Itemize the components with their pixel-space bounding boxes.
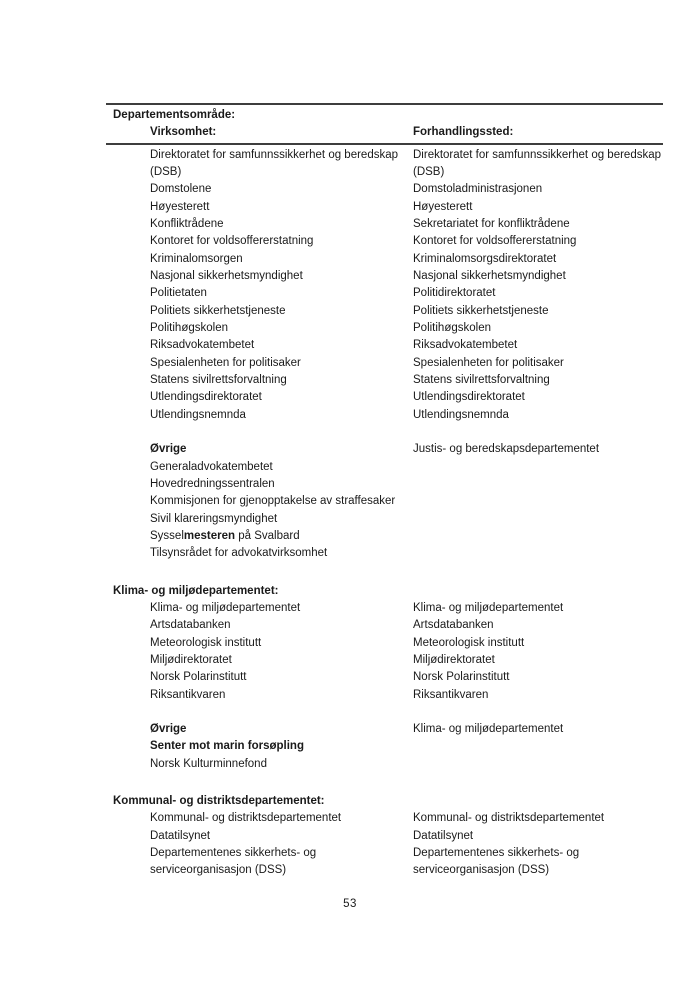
forhandlingssted-cell: Spesialenheten for politisaker [413,356,564,369]
virksomhet-cell: Konfliktrådene [150,217,224,230]
forhandlingssted-cell [413,545,663,562]
virksomhet-cell: Utlendingsdirektoratet [150,391,262,404]
area-label: Departementsområde: [113,109,236,121]
virksomhet-cell: Domstolene [150,183,212,196]
forhandlingssted-cell: Høyesterett [413,200,473,213]
virksomhet-cell: Statens sivilrettsforvaltning [150,373,287,386]
table-header [106,103,663,145]
virksomhet-cell: Politiets sikkerhetstjeneste [150,304,286,317]
forhandlingssted-cell: Politihøgskolen [413,321,491,334]
table-row [106,199,663,216]
forhandlingssted-cell: Sekretariatet for konfliktrådene [413,217,570,230]
table-row [106,862,663,879]
table-row [106,476,663,493]
forhandlingssted-cell: serviceorganisasjon (DSS) [413,864,550,877]
table-row [106,738,663,755]
table-row [106,545,663,562]
virksomhet-cell: Tilsynsrådet for advokatvirksomhet [150,547,328,560]
row-block [106,810,663,879]
forhandlingssted-cell: Klima- og miljødepartementet [413,601,564,614]
virksomhet-cell: Utlendingsnemnda [150,408,246,421]
column-header-virksomhet: Virksomhet: [150,126,217,139]
forhandlingssted-cell: Departementenes sikkerhets- og [413,847,580,860]
forhandlingssted-cell [413,459,663,476]
forhandlingssted-cell [413,528,663,545]
forhandlingssted-cell: Statens sivilrettsforvaltning [413,373,550,386]
table-row [106,389,663,406]
virksomhet-cell: Sivil klareringsmyndighet [150,512,278,525]
text-fragment: Syssel [150,529,184,542]
virksomhet-cell: Politietaten [150,287,207,300]
table-row [106,493,663,510]
table-row [106,756,663,773]
table-row [106,528,663,545]
forhandlingssted-cell: Norsk Polarinstitutt [413,671,510,684]
virksomhet-cell: (DSB) [150,165,182,178]
table-row [106,355,663,372]
text-fragment: på Svalbard [235,529,300,542]
department-section [106,583,663,774]
forhandlingssted-cell: (DSB) [413,165,445,178]
virksomhet-cell: Nasjonal sikkerhetsmyndighet [150,269,303,282]
table-row [106,337,663,354]
table-row [106,216,663,233]
table-body [106,147,663,880]
table-row [106,511,663,528]
table-row [106,617,663,634]
virksomhet-cell: Kommisjonen for gjenopptakelse av straffesaker [150,495,396,508]
forhandlingssted-cell [413,738,663,755]
forhandlingssted-cell: Artsdatabanken [413,619,494,632]
table-row [106,669,663,686]
forhandlingssted-cell: Politiets sikkerhetstjeneste [413,304,549,317]
department-section [106,147,663,563]
virksomhet-cell: Norsk Kulturminnefond [150,757,267,770]
column-header-forhandlingssted: Forhandlingssted: [413,126,514,139]
forhandlingssted-cell [413,493,663,510]
table-row [106,233,663,250]
table-row [106,164,663,181]
section-header: Klima- og miljødepartementet: [113,584,279,597]
virksomhet-cell: Øvrige [150,723,187,736]
forhandlingssted-cell: Utlendingsnemnda [413,408,509,421]
table-row [106,441,663,458]
virksomhet-cell: Riksantikvaren [150,688,226,701]
virksomhet-cell: Klima- og miljødepartementet [150,601,301,614]
table-row [106,181,663,198]
virksomhet-cell: Riksadvokatembetet [150,339,255,352]
forhandlingssted-cell [413,476,663,493]
virksomhet-cell: Kriminalomsorgen [150,252,243,265]
table-row [106,845,663,862]
forhandlingssted-cell: Datatilsynet [413,829,474,842]
department-section [106,793,663,880]
column-headers [106,124,663,141]
forhandlingssted-cell: Utlendingsdirektoratet [413,391,525,404]
virksomhet-cell: Miljødirektoratet [150,653,232,666]
table-row [106,687,663,704]
forhandlingssted-cell: Politidirektoratet [413,287,496,300]
forhandlingssted-cell: Direktoratet for samfunnssikkerhet og beredskap [413,148,662,161]
row-block [106,721,663,773]
forhandlingssted-cell: Riksadvokatembetet [413,339,518,352]
forhandlingssted-cell: Kontoret for voldsoffererstatning [413,235,577,248]
table-row [106,303,663,320]
assignments-table [106,103,663,880]
bold-text-fragment: mesteren [183,529,236,542]
virksomhet-cell: Øvrige [150,443,187,456]
table-row [106,635,663,652]
virksomhet-cell: Datatilsynet [150,829,211,842]
table-row [106,285,663,302]
virksomhet-cell [150,528,413,545]
row-block [106,600,663,704]
virksomhet-cell: Politihøgskolen [150,321,228,334]
virksomhet-cell: serviceorganisasjon (DSS) [150,864,287,877]
forhandlingssted-cell: Klima- og miljødepartementet [413,723,564,736]
row-block [106,441,663,562]
virksomhet-cell: Artsdatabanken [150,619,231,632]
virksomhet-cell: Spesialenheten for politisaker [150,356,301,369]
table-row [106,372,663,389]
row-block [106,147,663,424]
page-number: 53 [343,898,357,910]
table-row [106,721,663,738]
table-row [106,810,663,827]
forhandlingssted-cell: Kriminalomsorgsdirektoratet [413,252,557,265]
forhandlingssted-cell: Meteorologisk institutt [413,636,525,649]
virksomhet-cell: Direktoratet for samfunnssikkerhet og beredskap [150,148,399,161]
table-row [106,407,663,424]
forhandlingssted-cell: Nasjonal sikkerhetsmyndighet [413,269,566,282]
table-row [106,147,663,164]
table-row [106,828,663,845]
virksomhet-cell: Departementenes sikkerhets- og [150,847,317,860]
forhandlingssted-cell [413,511,663,528]
virksomhet-cell: Kontoret for voldsoffererstatning [150,235,314,248]
virksomhet-cell: Høyesterett [150,200,210,213]
virksomhet-cell: Meteorologisk institutt [150,636,262,649]
table-row [106,251,663,268]
forhandlingssted-cell: Riksantikvaren [413,688,489,701]
forhandlingssted-cell: Miljødirektoratet [413,653,495,666]
virksomhet-cell: Senter mot marin forsøpling [150,740,304,753]
virksomhet-cell: Generaladvokatembetet [150,460,273,473]
forhandlingssted-cell [413,756,663,773]
virksomhet-cell: Kommunal- og distriktsdepartementet [150,812,342,825]
forhandlingssted-cell: Justis- og beredskapsdepartementet [413,443,600,456]
forhandlingssted-cell: Domstoladministrasjonen [413,183,543,196]
virksomhet-cell: Norsk Polarinstitutt [150,671,247,684]
table-row [106,600,663,617]
table-row [106,320,663,337]
forhandlingssted-cell: Kommunal- og distriktsdepartementet [413,812,605,825]
virksomhet-cell: Hovedredningssentralen [150,477,275,490]
section-header: Kommunal- og distriktsdepartementet: [113,795,325,808]
table-row [106,268,663,285]
table-row [106,652,663,669]
table-row [106,459,663,476]
